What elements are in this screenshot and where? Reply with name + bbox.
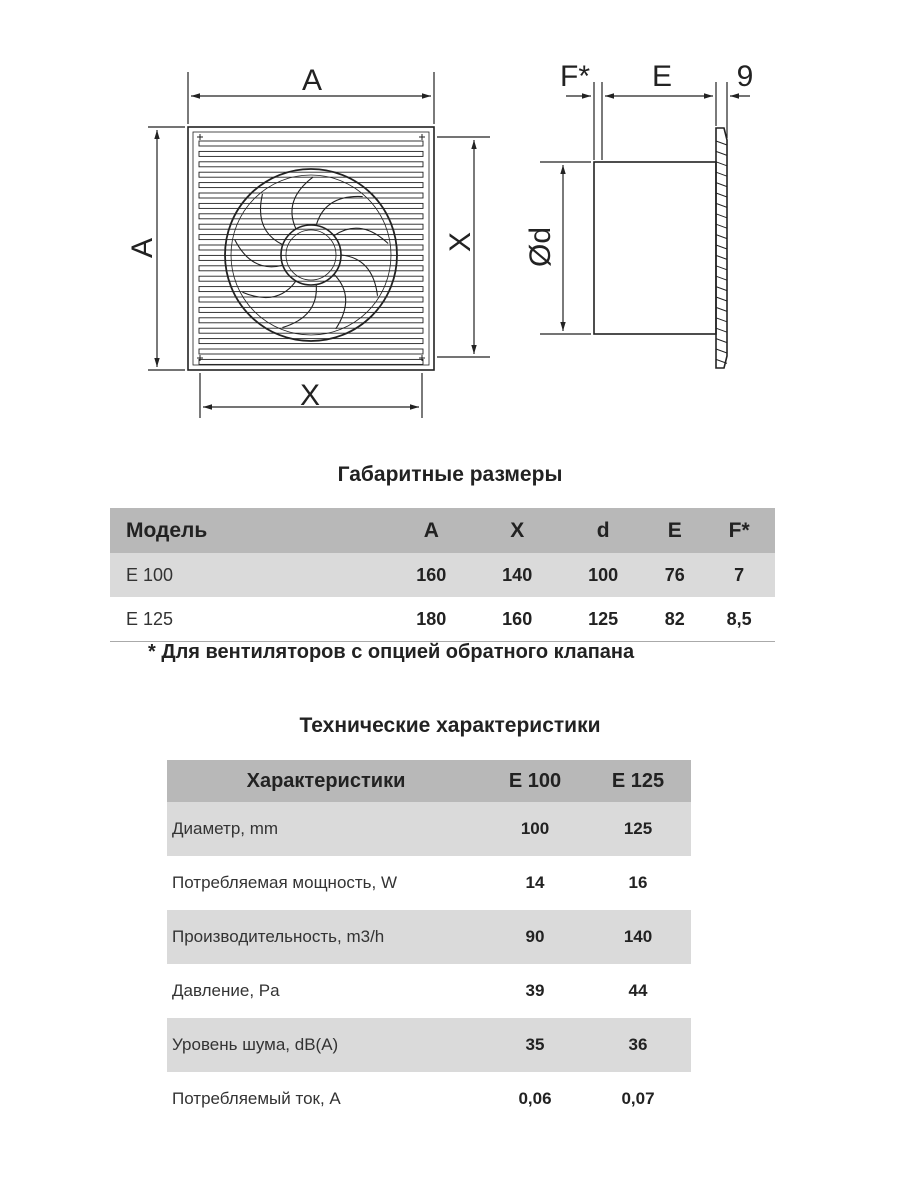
fan-duct-body bbox=[594, 162, 716, 334]
table-cell: E 125 bbox=[110, 597, 388, 642]
table-cell: Потребляемый ток, A bbox=[172, 1089, 341, 1108]
table-cell: 0,07 bbox=[621, 1089, 655, 1108]
impeller-blade bbox=[260, 194, 282, 245]
table-cell: 44 bbox=[628, 981, 648, 1000]
grille-slat bbox=[199, 203, 423, 208]
table-cell: 140 bbox=[474, 553, 560, 597]
grille-slat bbox=[199, 193, 423, 198]
table-row bbox=[167, 1018, 691, 1072]
grille-fin bbox=[716, 245, 727, 249]
grille-fin bbox=[716, 162, 727, 166]
footnote: * Для вентиляторов с опцией обратного клапана bbox=[148, 641, 635, 663]
grille-fin bbox=[716, 255, 727, 259]
table-cell: Давление, Pa bbox=[172, 981, 280, 1000]
dim-label-a-top: A bbox=[301, 64, 323, 97]
table-row bbox=[167, 856, 691, 910]
table-cell: 160 bbox=[388, 553, 474, 597]
grille-fin bbox=[716, 224, 727, 228]
table-cell: 14 bbox=[525, 873, 545, 892]
table-cell: Производительность, m3/h bbox=[167, 910, 485, 964]
tech-title: Технические характеристики bbox=[299, 714, 601, 737]
impeller-blade bbox=[341, 255, 377, 296]
grille-fin bbox=[716, 172, 727, 176]
dimensions-table bbox=[110, 508, 775, 642]
grille-slat bbox=[199, 276, 423, 281]
tech-header-cell: Характеристики bbox=[167, 760, 485, 802]
impeller-blade bbox=[334, 228, 388, 243]
dimensions-header-cell: d bbox=[560, 508, 646, 553]
table-cell: 39 bbox=[525, 981, 545, 1000]
table-cell: 180 bbox=[388, 597, 474, 642]
fan-technical-drawing bbox=[0, 0, 900, 440]
grille-fin bbox=[716, 307, 727, 311]
dim-label-x-right: X bbox=[443, 231, 477, 253]
tech-header-row bbox=[167, 760, 691, 802]
grille-fin bbox=[716, 151, 727, 155]
grille-slat bbox=[199, 141, 423, 146]
grille-slat bbox=[199, 162, 423, 167]
grille-slat bbox=[199, 318, 423, 323]
dim-label-e: E bbox=[651, 60, 673, 93]
table-cell: 160 bbox=[474, 597, 560, 642]
grille-fin bbox=[716, 276, 727, 280]
table-cell: 125 bbox=[560, 597, 646, 642]
table-cell: 100 bbox=[485, 802, 585, 856]
tech-specs-table bbox=[167, 760, 691, 1126]
dim-label-x-bottom: X bbox=[299, 379, 321, 412]
table-cell: 100 bbox=[560, 553, 646, 597]
table-cell: 76 bbox=[646, 553, 703, 597]
grille-slat bbox=[199, 151, 423, 156]
grille-fin bbox=[716, 328, 727, 332]
grille-fin bbox=[716, 266, 727, 270]
dimensions-header-cell: X bbox=[474, 508, 560, 553]
side-view bbox=[594, 128, 727, 368]
impeller-blade bbox=[282, 285, 316, 328]
grille-fin bbox=[716, 203, 727, 207]
table-row bbox=[167, 910, 691, 964]
grille-fin bbox=[716, 297, 727, 301]
table-row bbox=[110, 597, 775, 642]
grille-fin bbox=[716, 141, 727, 145]
tech-header-cell: E 100 bbox=[485, 760, 585, 802]
table-cell: 35 bbox=[485, 1018, 585, 1072]
grille-slat bbox=[199, 183, 423, 188]
table-cell: E 100 bbox=[110, 553, 388, 597]
grille-fin bbox=[716, 339, 727, 343]
impeller-blade bbox=[235, 239, 283, 266]
grille-slat bbox=[199, 359, 423, 364]
grille-fin bbox=[716, 214, 727, 218]
dimensions-header-cell: A bbox=[388, 508, 474, 553]
grille-fin bbox=[716, 349, 727, 353]
table-cell: Потребляемая мощность, W bbox=[172, 873, 398, 892]
dimensions-header-cell: F* bbox=[703, 508, 775, 553]
dimensions-header-cell: E bbox=[646, 508, 703, 553]
grille-fin bbox=[716, 183, 727, 187]
table-cell: 36 bbox=[585, 1018, 691, 1072]
grille-slats bbox=[199, 141, 423, 364]
grille-fin bbox=[716, 318, 727, 322]
tech-header-cell: E 125 bbox=[585, 760, 691, 802]
grille-slat bbox=[199, 349, 423, 354]
grille-slat bbox=[199, 297, 423, 302]
dimensions-header-row bbox=[110, 508, 775, 553]
dim-label-9: 9 bbox=[736, 60, 754, 93]
dimensions-header-cell: Модель bbox=[110, 508, 388, 553]
dim-label-a-left: A bbox=[125, 237, 159, 259]
table-cell: Диаметр, mm bbox=[167, 802, 485, 856]
dim-label-f: F* bbox=[560, 60, 590, 93]
impeller-blade bbox=[242, 281, 296, 298]
table-cell: 16 bbox=[628, 873, 648, 892]
grille-slat bbox=[199, 245, 423, 250]
table-cell: Уровень шума, dB(A) bbox=[167, 1018, 485, 1072]
grille-profile-fins bbox=[716, 141, 727, 363]
grille-slat bbox=[199, 255, 423, 260]
grille-fin bbox=[716, 193, 727, 197]
side-dimensions bbox=[540, 82, 750, 334]
table-cell: 0,06 bbox=[518, 1089, 552, 1108]
grille-slat bbox=[199, 328, 423, 333]
table-row bbox=[167, 1072, 691, 1126]
table-cell: 7 bbox=[703, 553, 775, 597]
impeller-blade bbox=[316, 196, 362, 225]
table-cell: 8,5 bbox=[703, 597, 775, 642]
grille-fin bbox=[716, 287, 727, 291]
table-cell: 90 bbox=[485, 910, 585, 964]
front-view bbox=[188, 127, 434, 370]
table-cell: 140 bbox=[585, 910, 691, 964]
table-cell: 82 bbox=[646, 597, 703, 642]
table-cell: 125 bbox=[585, 802, 691, 856]
table-row bbox=[110, 553, 775, 597]
dim-label-d: Ød bbox=[523, 226, 557, 268]
dimensions-title: Габаритные размеры bbox=[337, 463, 563, 486]
table-row bbox=[167, 964, 691, 1018]
impeller-blades bbox=[235, 177, 389, 329]
table-row bbox=[167, 802, 691, 856]
grille-fin bbox=[716, 235, 727, 239]
